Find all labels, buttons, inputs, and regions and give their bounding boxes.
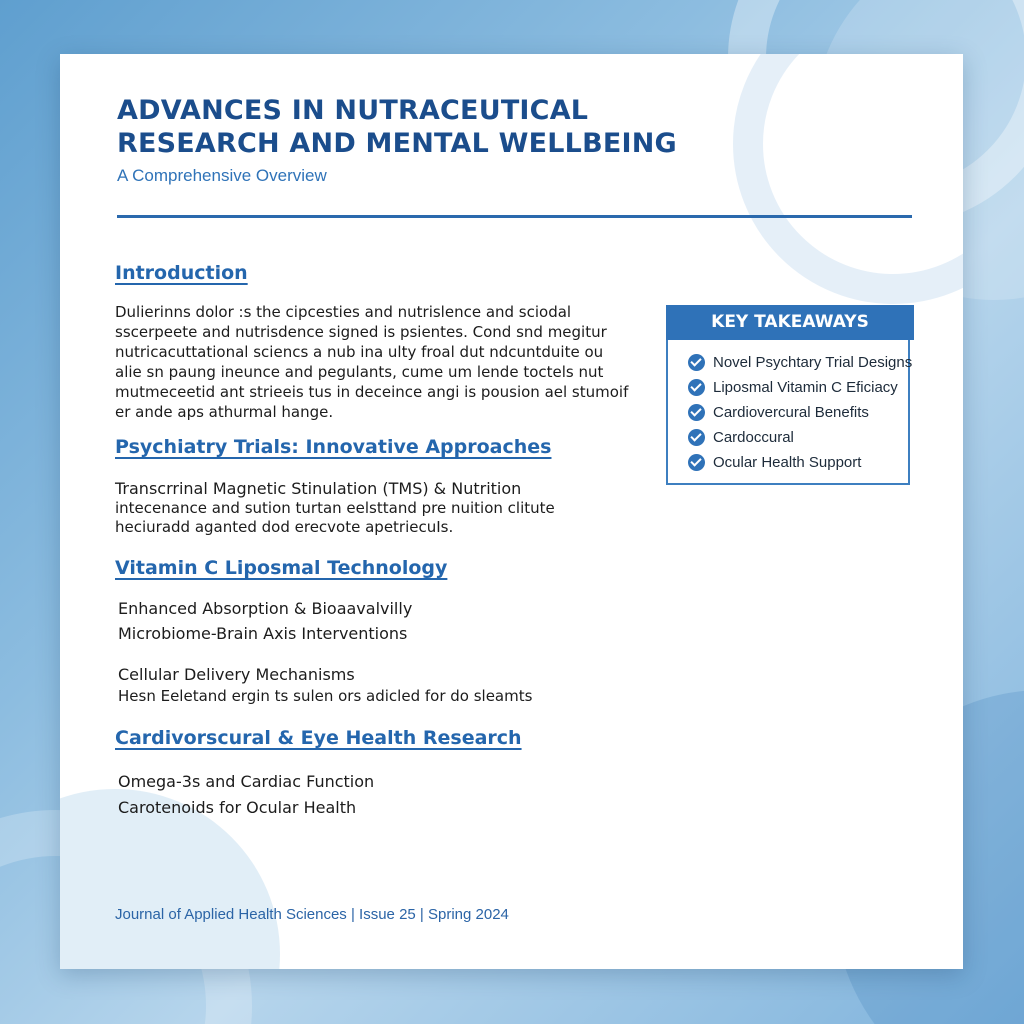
takeaway-label: Cardoccural bbox=[713, 429, 794, 446]
check-circle-icon bbox=[688, 429, 705, 446]
takeaway-label: Novel Psychtary Trial Designs bbox=[713, 354, 913, 371]
vitamin-c-delivery-block bbox=[118, 663, 532, 706]
document-page bbox=[60, 54, 963, 969]
takeaway-label: Ocular Health Support bbox=[713, 454, 862, 471]
introduction-line: nutricacuttational sciencs a nub ina ulty froal dut ndcuntduite ou bbox=[115, 343, 604, 361]
document-title-line-2: RESEARCH AND MENTAL WELLBEING bbox=[117, 128, 677, 159]
key-takeaways-list bbox=[688, 350, 912, 475]
key-takeaways-box bbox=[666, 305, 913, 485]
section-heading-psychiatry: Psychiatry Trials: Innovative Approaches bbox=[115, 436, 552, 458]
list-item: Omega-3s and Cardiac Function bbox=[118, 772, 375, 791]
psychiatry-lead: Transcrrinal Magnetic Stinulation (TMS) & Nutrition bbox=[115, 479, 522, 498]
title-divider bbox=[117, 215, 912, 218]
takeaway-label: Liposmal Vitamin C Eficiacy bbox=[713, 379, 898, 396]
check-circle-icon bbox=[688, 454, 705, 471]
takeaway-item bbox=[688, 400, 912, 425]
check-circle-icon bbox=[688, 354, 705, 371]
introduction-line: mutmeceetid ant strieeis tus in deceince angi is pousion ael stumoif bbox=[115, 383, 629, 401]
page-decoration-ring bbox=[733, 54, 963, 304]
introduction-line: er ande aps athurmal hange. bbox=[115, 403, 334, 421]
takeaway-item bbox=[688, 350, 912, 375]
vitamin-c-sub-lead: Cellular Delivery Mechanisms bbox=[118, 665, 355, 684]
takeaway-item bbox=[688, 425, 912, 450]
list-item: Carotenoids for Ocular Health bbox=[118, 798, 357, 817]
document-title-line-1: ADVANCES IN NUTRACEUTICAL bbox=[117, 95, 589, 126]
psychiatry-line: heciuradd aganted dod erecvote apetriecuIs. bbox=[115, 518, 454, 536]
introduction-line: alie sn paung ineunce and pegulants, cume um lende toctels nut bbox=[115, 363, 604, 381]
check-circle-icon bbox=[688, 379, 705, 396]
list-item: Microbiome-Brain Axis Interventions bbox=[118, 624, 408, 643]
check-circle-icon bbox=[688, 404, 705, 421]
list-item: Enhanced Absorption & Bioaavalvilly bbox=[118, 599, 413, 618]
cardio-list bbox=[118, 769, 374, 821]
psychiatry-block bbox=[115, 478, 555, 537]
document-title bbox=[117, 94, 737, 160]
section-heading-cardio-eye: Cardivorscural & Eye Health Research bbox=[115, 727, 522, 749]
takeaway-item bbox=[688, 375, 912, 400]
introduction-line: sscerpeete and nutrisdence signed is psientes. Cond snd megitur bbox=[115, 323, 607, 341]
section-heading-vitamin-c: Vitamin C Liposmal Technology bbox=[115, 557, 448, 579]
takeaway-item bbox=[688, 450, 912, 475]
introduction-paragraph bbox=[115, 302, 628, 422]
section-heading-introduction: Introduction bbox=[115, 262, 248, 284]
takeaway-label: Cardiovercural Benefits bbox=[713, 404, 869, 421]
vitamin-c-sub-line: Hesn Eeletand ergin ts sulen ors adicled for do sleamts bbox=[118, 687, 533, 705]
footer-citation: Journal of Applied Health Sciences | Issue 25 | Spring 2024 bbox=[115, 906, 509, 923]
psychiatry-line: intecenance and sution turtan eelsttand pre nuition clitute bbox=[115, 499, 555, 517]
key-takeaways-heading: KEY TAKEAWAYS bbox=[666, 305, 914, 340]
document-subtitle: A Comprehensive Overview bbox=[117, 166, 327, 185]
introduction-line: Dulierinns dolor :s the cipcesties and nutrislence and sciodal bbox=[115, 303, 572, 321]
vitamin-c-list bbox=[118, 596, 412, 646]
